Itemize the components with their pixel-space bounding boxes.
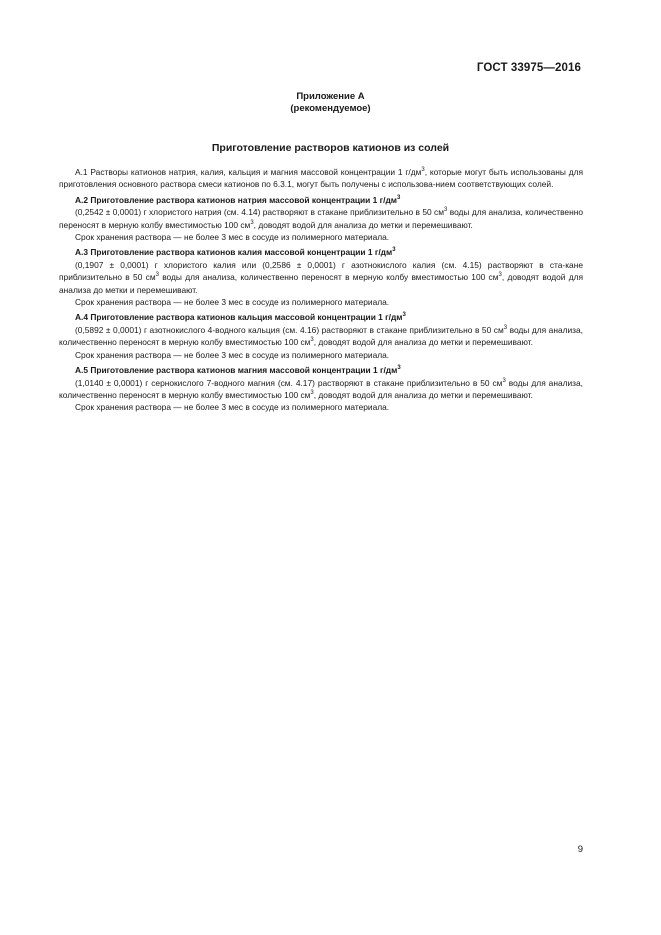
paragraph-a4-procedure: (0,5892 ± 0,0001) г азотнокислого 4-водного кальция (см. 4.16) растворяют в стакане приблизительно в 50 $см^3$ воды для анализа, количественно переносят в мерную колбу вместимостью 100 $см^3$, доводят водой для анализа до метки и перемешивают. bbox=[59, 324, 583, 348]
document-body bbox=[59, 166, 583, 416]
paragraph-a2-procedure: (0,2542 ± 0,0001) г хлористого натрия (см. 4.14) растворяют в стакане приблизительно в 50 $см^3$ воды для анализа, количественно переносят в мерную колбу вместимостью 100 $см^3$, доводят водой для анализа до метки и перемешивают. bbox=[59, 207, 583, 230]
appendix-header bbox=[0, 91, 661, 115]
appendix-label: Приложение А bbox=[296, 91, 365, 102]
paragraph-a2-storage: Срок хранения раствора — не более 3 мес в сосуде из полимерного материала. bbox=[75, 232, 390, 243]
section-heading-a3: А.3 Приготовление раствора катионов калия массовой концентрации 1 $г/дм^3$ bbox=[75, 247, 396, 258]
paragraph-a5-storage: Срок хранения раствора — не более 3 мес в сосуде из полимерного материала. bbox=[75, 402, 390, 413]
paragraph-a1: А.1 Растворы катионов натрия, калия, кальция и магния массовой концентрации 1 $г/дм^3$, которые могут быть использованы для приготовления основного раствора смеси катионов по 6.3.1, могут быть получены с использова-нием соответствующих солей. bbox=[59, 167, 584, 190]
standard-code: ГОСТ 33975—2016 bbox=[476, 62, 581, 74]
section-heading-a5: А.5 Приготовление раствора катионов магния массовой концентрации 1 $г/дм^3$ bbox=[75, 365, 401, 376]
appendix-status: (рекомендуемое) bbox=[290, 103, 371, 114]
paragraph-a3-storage: Срок хранения раствора — не более 3 мес в сосуде из полимерного материала. bbox=[75, 297, 390, 308]
paragraph-a3-procedure: (0,1907 ± 0,0001) г хлористого калия или (0,2586 ± 0,0001) г азотнокислого калия (см. 4.15) растворяют в ста-кане приблизительно в 50 $см^3$ воды для анализа, количественно переносят в мерную колбу вместимостью 100 $см^3$, доводят водой для анализа до метки и перемешивают. bbox=[59, 259, 583, 295]
page-title: Приготовление растворов катионов из солей bbox=[211, 142, 450, 154]
section-heading-a4: А.4 Приготовление раствора катионов кальция массовой концентрации 1 $г/дм^3$ bbox=[75, 312, 406, 323]
page-number: 9 bbox=[577, 844, 583, 855]
section-heading-a2: А.2 Приготовление раствора катионов натрия массовой концентрации 1 $г/дм^3$ bbox=[75, 194, 401, 205]
paragraph-a5-procedure: (1,0140 ± 0,0001) г сернокислого 7-водного магния (см. 4.17) растворяют в стакане приблизительно в 50 $см^3$ воды для анализа, количественно переносят в мерную колбу вместимостью 100 $см^3$, доводят водой для анализа до метки и перемешивают. bbox=[59, 377, 583, 400]
paragraph-a4-storage: Срок хранения раствора — не более 3 мес в сосуде из полимерного материала. bbox=[75, 349, 390, 360]
